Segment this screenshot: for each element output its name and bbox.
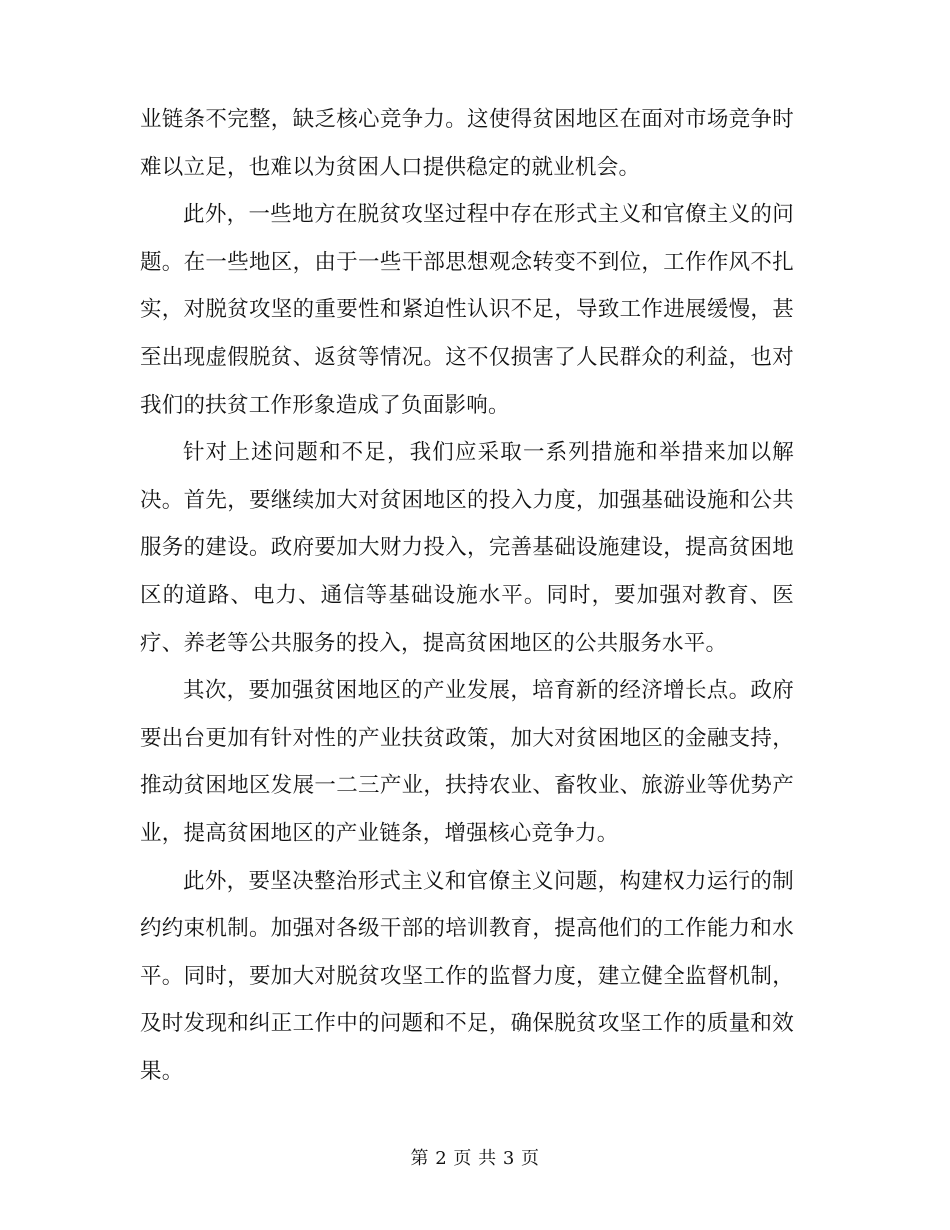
document-body	[140, 96, 794, 1095]
paragraph-4: 其次，要加强贫困地区的产业发展，培育新的经济增长点。政府要出台更加有针对性的产业扶贫政策，加大对贫困地区的金融支持，推动贫困地区发展一二三产业，扶持农业、畜牧业、旅游业等优势产业，提高贫困地区的产业链条，增强核心竞争力。	[140, 678, 794, 846]
paragraph-2: 此外，一些地方在脱贫攻坚过程中存在形式主义和官僚主义的问题。在一些地区，由于一些干部思想观念转变不到位，工作作风不扎实，对脱贫攻坚的重要性和紧迫性认识不足，导致工作进展缓慢，甚至出现虚假脱贫、返贫等情况。这不仅损害了人民群众的利益，也对我们的扶贫工作形象造成了负面影响。	[140, 202, 794, 418]
paragraph-5: 此外，要坚决整治形式主义和官僚主义问题，构建权力运行的制约约束机制。加强对各级干部的培训教育，提高他们的工作能力和水平。同时，要加大对脱贫攻坚工作的监督力度，建立健全监督机制，及时发现和纠正工作中的问题和不足，确保脱贫攻坚工作的质量和效果。	[140, 868, 794, 1084]
paragraph-3: 针对上述问题和不足，我们应采取一系列措施和举措来加以解决。首先，要继续加大对贫困地区的投入力度，加强基础设施和公共服务的建设。政府要加大财力投入，完善基础设施建设，提高贫困地区的道路、电力、通信等基础设施水平。同时，要加强对教育、医疗、养老等公共服务的投入，提高贫困地区的公共服务水平。	[140, 440, 794, 656]
paragraph-1: 业链条不完整，缺乏核心竞争力。这使得贫困地区在面对市场竞争时难以立足，也难以为贫困人口提供稳定的就业机会。	[140, 107, 794, 180]
page-number-footer: 第 2 页 共 3 页	[410, 1148, 540, 1169]
